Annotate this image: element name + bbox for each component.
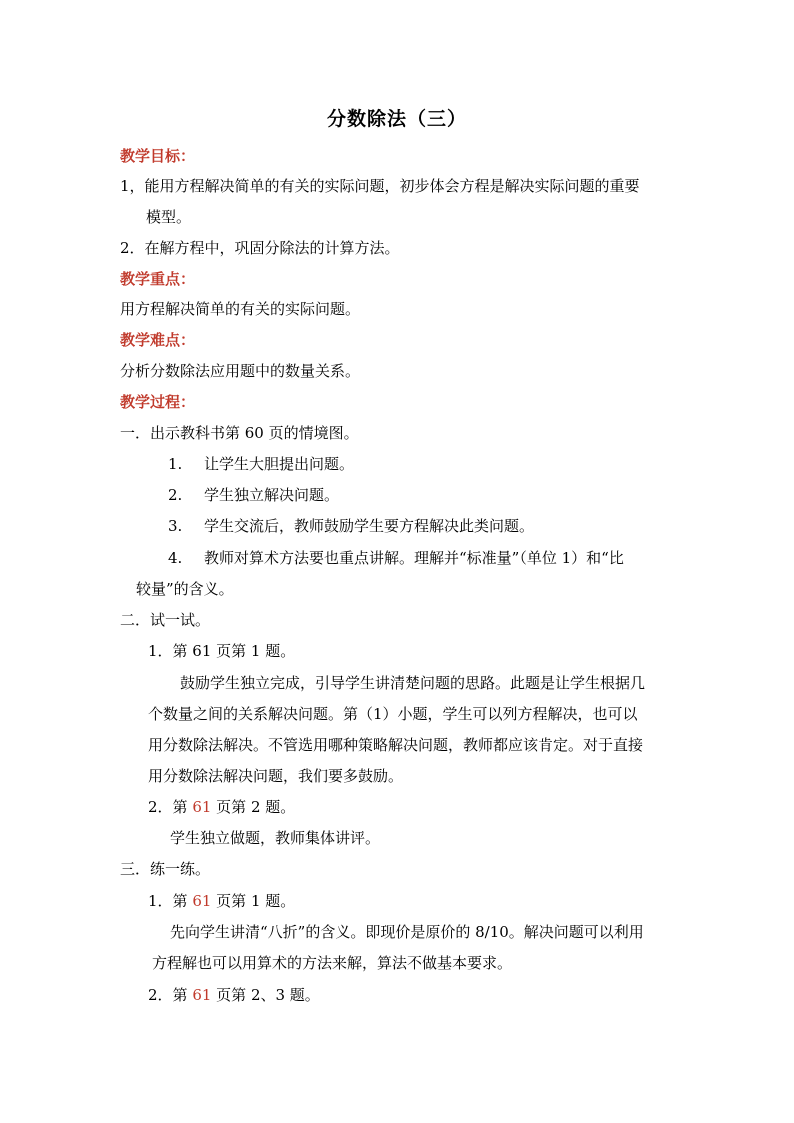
part1-item1-text: 让学生大胆提出问题。 (204, 455, 355, 473)
part3-item1 (148, 891, 295, 911)
part3-item1-text-line2: 方程解也可以用算术的方法来解，算法不做基本要求。 (152, 954, 513, 972)
part1-item3-text: 学生交流后，教师鼓励学生要方程解决此类问题。 (204, 517, 535, 535)
key-text: 用方程解决简单的有关的实际问题。 (120, 300, 361, 318)
goal-1-line1: 1，能用方程解决简单的有关的实际问题，初步体会方程是解决实际问题的重要 (120, 177, 640, 195)
part2-item2-page: 61 (192, 798, 212, 816)
part3-heading: 三．练一练。 (120, 860, 211, 878)
part3-item2-page: 61 (192, 986, 212, 1004)
part3-item2-suffix: 页第 2、3 题。 (211, 986, 320, 1004)
part3-item1-suffix: 页第 1 题。 (211, 892, 296, 910)
part2-item2-suffix: 页第 2 题。 (211, 798, 296, 816)
part2-item2-prefix: 2．第 (148, 798, 193, 816)
part3-item1-page: 61 (192, 892, 212, 910)
difficulty-text: 分析分数除法应用题中的数量关系。 (120, 362, 361, 380)
part1-item4-text-line1: 教师对算术方法要也重点讲解。理解并“标准量”（单位 1）和“比 (204, 549, 624, 567)
page-title: 分数除法（三） (326, 108, 467, 130)
part1-item2-text: 学生独立解决问题。 (204, 486, 340, 504)
part2-item2-text: 学生独立做题，教师集体讲评。 (170, 829, 381, 847)
part2-item2 (148, 797, 295, 817)
part1-item1-number: 1. (168, 455, 183, 473)
part3-item2 (148, 985, 320, 1005)
part2-item1-text-line4: 用分数除法解决问题，我们要多鼓励。 (148, 767, 404, 785)
key-heading: 教学重点： (120, 270, 196, 288)
part1-heading: 一．出示教科书第 60 页的情境图。 (120, 424, 359, 442)
part2-item1-text-line1: 鼓励学生独立完成，引导学生讲清楚问题的思路。此题是让学生根据几 (180, 674, 646, 692)
part1-item3-number: 3. (168, 517, 183, 535)
part3-item1-text-line1: 先向学生讲清“八折”的含义。即现价是原价的 8/10。解决问题可以利用 (170, 923, 644, 941)
part2-item1: 1．第 61 页第 1 题。 (148, 642, 296, 660)
process-heading: 教学过程： (120, 393, 196, 411)
part2-item1-text-line3: 用分数除法解决。不管选用哪种策略解决问题，教师都应该肯定。对于直接 (148, 736, 644, 754)
difficulty-heading: 教学难点： (120, 331, 196, 349)
part1-item4-text-line2: 较量”的含义。 (136, 580, 234, 598)
part1-item2-number: 2. (168, 486, 183, 504)
part1-item4-number: 4. (168, 549, 183, 567)
goals-heading: 教学目标： (120, 147, 196, 165)
part2-heading: 二．试一试。 (120, 611, 211, 629)
part3-item2-prefix: 2．第 (148, 986, 193, 1004)
part2-item1-text-line2: 个数量之间的关系解决问题。第（1）小题，学生可以列方程解决，也可以 (148, 705, 638, 723)
goal-1-line2: 模型。 (146, 208, 192, 226)
goal-2: 2．在解方程中，巩固分除法的计算方法。 (120, 239, 400, 257)
part3-item1-prefix: 1．第 (148, 892, 193, 910)
